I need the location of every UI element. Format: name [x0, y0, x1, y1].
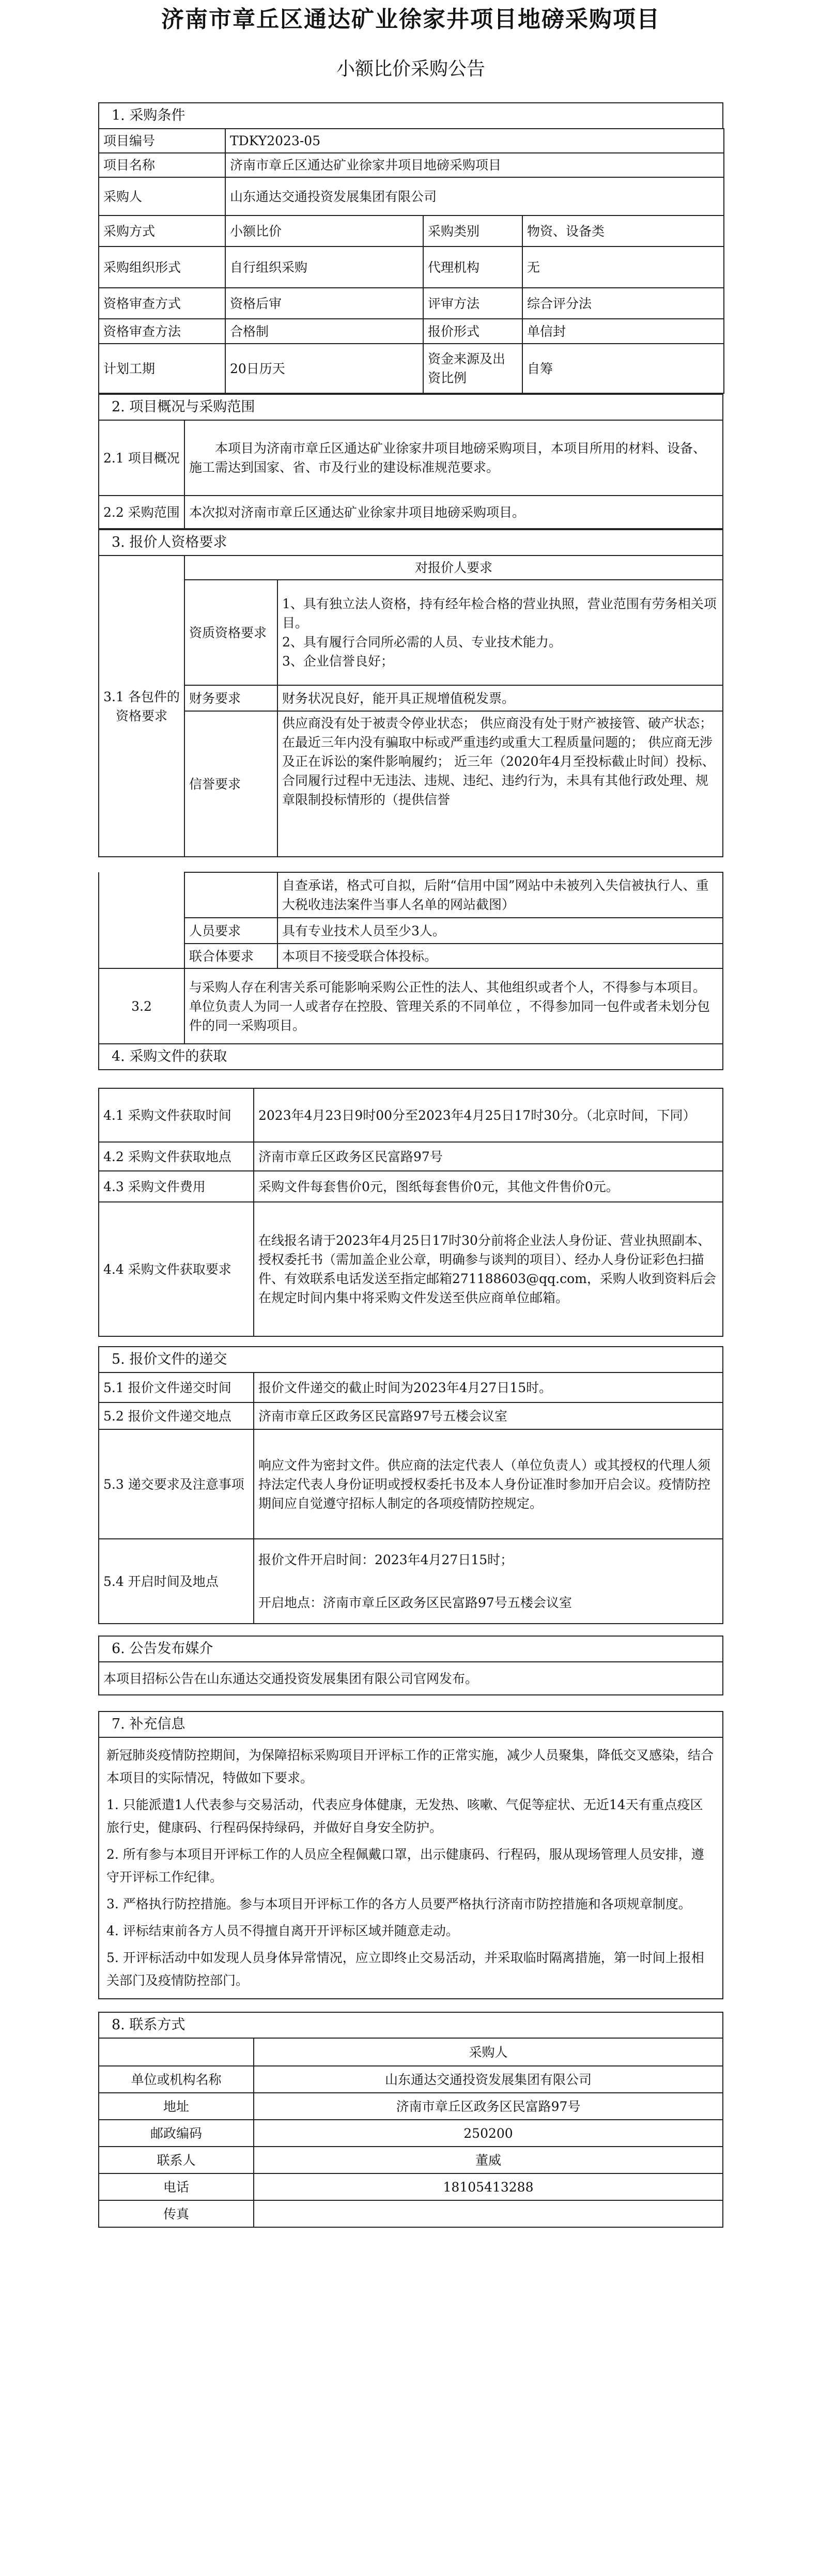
table-row	[99, 1662, 723, 1695]
open-place: 开启地点：济南市章丘区政务区民富路97号五楼会议室	[258, 1595, 572, 1610]
supplement-para: 2. 所有参与本项目开评标工作的人员应全程佩戴口罩，出示健康码、行程码，服从现场管理人员安排，遵守开评标工作纪律。	[106, 1847, 704, 1885]
section-4-heading: 4. 采购文件的获取	[98, 1043, 723, 1070]
table-row	[99, 2200, 723, 2227]
supplement-para: 新冠肺炎疫情防控期间，为保障招标采购项目开评标工作的正常实施，减少人员聚集，降低交叉感染，结合本项目的实际情况，特做如下要求。	[106, 1748, 714, 1785]
pair-value: 综合评分法	[522, 288, 724, 319]
section-6-table	[98, 1661, 723, 1695]
fin-label: 财务要求	[184, 685, 277, 711]
section-7-table	[98, 1737, 723, 1999]
row-value: 在线报名请于2023年4月25日17时30分前将企业法人身份证、营业执照副本、授权委托书（需加盖企业公章，明确参与谈判的项目）、经办人身份证彩色扫描件、有效联系电话发送至指定邮箱271188603@qq.com，采购人收到资料后会在规定时间内集中将采购文件发送至供应商单位邮箱。	[254, 1202, 723, 1336]
row-label: 2.1 项目概况	[99, 420, 184, 496]
qual-line: 1、具有独立法人资格，持有经年检合格的营业执照，营业范围有劳务相关项目。	[282, 596, 717, 630]
qual-line: 3、企业信誉良好；	[282, 654, 394, 669]
contact-label: 邮政编码	[99, 2120, 254, 2147]
row-label: 4.3 采购文件费用	[99, 1171, 254, 1202]
row-label: 项目编号	[99, 129, 225, 153]
section-3-table-cont	[98, 872, 723, 1044]
row-value: 本项目为济南市章丘区通达矿业徐家井项目地磅采购项目，本项目所用的材料、设备、施工需达到国家、省、市及行业的建设标准规范要求。	[184, 420, 723, 496]
contact-col-header: 采购人	[254, 2038, 723, 2066]
section-8-heading: 8. 联系方式	[98, 2012, 723, 2039]
pair-label: 报价形式	[423, 319, 522, 344]
pair-value: 无	[522, 246, 724, 288]
table-row	[99, 319, 724, 344]
pair-value: 合格制	[225, 319, 423, 344]
fin-value: 财务状况良好，能开具正规增值税发票。	[277, 685, 723, 711]
conflict-label: 3.2	[99, 968, 184, 1044]
row-label: 5.1 报价文件递交时间	[99, 1372, 254, 1402]
table-row	[99, 177, 724, 215]
supplement-para: 1. 只能派遣1人代表参与交易活动，代表应身体健康，无发热、咳嗽、气促等症状、无近14天有重点疫区旅行史，健康码、行程码保持绿码，并做好自身安全防护。	[106, 1797, 703, 1835]
qual-label: 资质资格要求	[184, 580, 277, 685]
row-value: TDKY2023-05	[225, 129, 724, 153]
section-2-table	[98, 420, 723, 529]
credit-cont-value: 自查承诺，格式可自拟，后附“信用中国”网站中未被列入失信被执行人、重大税收违法案件当事人名单的网站截图）	[277, 872, 723, 918]
supplement-para: 3. 严格执行防控措施。参与本项目开评标工作的各方人员要严格执行济南市防控措施和各项规章制度。	[106, 1896, 691, 1911]
pair-label: 采购组织形式	[99, 246, 225, 288]
row-value: 2023年4月23日9时00分至2023年4月25日17时30分。（北京时间，下同）	[254, 1088, 723, 1142]
table-row	[99, 1088, 723, 1142]
contact-value: 250200	[254, 2120, 723, 2147]
table-row	[99, 1402, 723, 1429]
contact-label: 联系人	[99, 2147, 254, 2173]
table-row	[99, 556, 723, 580]
table-row	[99, 872, 723, 918]
section-1-table	[98, 128, 724, 394]
pair-label: 计划工期	[99, 344, 225, 393]
row-value: 响应文件为密封文件。供应商的法定代表人（单位负责人）或其授权的代理人须持法定代表人身份证明或授权委托书及本人身份证准时参加开启会议。疫情防控期间应自觉遵守招标人制定的各项疫情防控规定。	[254, 1429, 723, 1539]
pair-label: 代理机构	[423, 246, 522, 288]
announcement-page	[98, 0, 723, 2228]
table-row	[99, 420, 723, 496]
section-7-heading: 7. 补充信息	[98, 1711, 723, 1738]
row-value: 济南市章丘区政务区民富路97号五楼会议室	[254, 1402, 723, 1429]
table-row	[99, 215, 724, 246]
section-6-heading: 6. 公告发布媒介	[98, 1636, 723, 1662]
table-row	[99, 246, 724, 288]
pair-label: 资格审查方式	[99, 288, 225, 319]
pair-label: 采购类别	[423, 215, 522, 246]
table-row	[99, 2147, 723, 2173]
qual-value	[277, 580, 723, 685]
table-row	[99, 1142, 723, 1171]
table-row	[99, 1202, 723, 1336]
row-label: 2.2 采购范围	[99, 496, 184, 529]
joint-value: 本项目不接受联合体投标。	[277, 944, 723, 968]
document-title: 济南市章丘区通达矿业徐家井项目地磅采购项目	[161, 6, 660, 33]
row-label: 采购人	[99, 177, 225, 215]
table-row	[99, 2173, 723, 2200]
table-row	[99, 711, 723, 857]
row-value	[254, 1539, 723, 1624]
section-1-heading: 1. 采购条件	[98, 102, 723, 129]
row-label: 4.1 采购文件获取时间	[99, 1088, 254, 1142]
pair-label: 采购方式	[99, 215, 225, 246]
contact-label: 单位或机构名称	[99, 2066, 254, 2093]
pair-value: 资格后审	[225, 288, 423, 319]
table-row	[99, 944, 723, 968]
section-4-table	[98, 1088, 723, 1337]
credit-value: 供应商没有处于被责令停业状态； 供应商没有处于财产被接管、破产状态； 在最近三年内没有骗取中标或严重违约或重大工程质量问题的； 供应商无涉及正在诉讼的案件影响履约； 近三年（2020年4月至投标截止时间）投标、合同履行过程中无违法、违规、违纪、违约行为，未具有其他行政处理、规章限制投标情形的（提供信誉	[277, 711, 723, 857]
row-value: 本次拟对济南市章丘区通达矿业徐家井项目地磅采购项目。	[184, 496, 723, 529]
table-row	[99, 2093, 723, 2120]
document-subtitle: 小额比价采购公告	[336, 58, 485, 80]
contact-value: 董威	[254, 2147, 723, 2173]
table-row	[99, 1171, 723, 1202]
contact-header-blank	[99, 2038, 254, 2066]
credit-cont-label	[184, 872, 277, 918]
table-row	[99, 2038, 723, 2066]
contact-label: 地址	[99, 2093, 254, 2120]
section-3-heading: 3. 报价人资格要求	[98, 529, 723, 556]
staff-label: 人员要求	[184, 918, 277, 944]
table-row	[99, 1737, 723, 1999]
row-value: 报价文件递交的截止时间为2023年4月27日15时。	[254, 1372, 723, 1402]
table-row	[99, 2066, 723, 2093]
table-row	[99, 685, 723, 711]
row-label: 5.4 开启时间及地点	[99, 1539, 254, 1624]
qual-group-cont	[99, 872, 184, 968]
contact-value: 山东通达交通投资发展集团有限公司	[254, 2066, 723, 2093]
section-5-table	[98, 1372, 723, 1624]
supplement-content	[99, 1737, 723, 1999]
table-row	[99, 2120, 723, 2147]
pair-value: 自行组织采购	[225, 246, 423, 288]
contact-value: 18105413288	[254, 2173, 723, 2200]
supplement-para: 5. 开评标活动中如发现人员身体异常情况，应立即终止交易活动，并采取临时隔离措施，第一时间上报相关部门及疫情防控部门。	[106, 1950, 704, 1988]
pair-value: 20日历天	[225, 344, 423, 393]
row-value: 采购文件每套售价0元，图纸每套售价0元，其他文件售价0元。	[254, 1171, 723, 1202]
contact-label: 传真	[99, 2200, 254, 2227]
row-label: 4.2 采购文件获取地点	[99, 1142, 254, 1171]
pair-label: 资格审查方法	[99, 319, 225, 344]
section-5-heading: 5. 报价文件的递交	[98, 1346, 723, 1373]
conflict-value: 与采购人存在利害关系可能影响采购公正性的法人、其他组织或者个人，不得参与本项目。单位负责人为同一人或者存在控股、管理关系的不同单位 ，不得参加同一包件或者未划分包件的同一采购项目。	[184, 968, 723, 1044]
table-row	[99, 344, 724, 393]
section-8-table	[98, 2038, 723, 2228]
qual-group-label: 3.1 各包件的资格要求	[99, 556, 184, 857]
contact-label: 电话	[99, 2173, 254, 2200]
row-label: 项目名称	[99, 153, 225, 177]
section-3-table	[98, 555, 723, 857]
pair-value: 自筹	[522, 344, 724, 393]
joint-label: 联合体要求	[184, 944, 277, 968]
pair-value: 小额比价	[225, 215, 423, 246]
qual-line: 2、具有履行合同所必需的人员、专业技术能力。	[282, 635, 562, 650]
table-row	[99, 1372, 723, 1402]
row-value: 济南市章丘区通达矿业徐家井项目地磅采购项目	[225, 153, 724, 177]
table-row	[99, 129, 724, 153]
table-row	[99, 918, 723, 944]
row-value: 济南市章丘区政务区民富路97号	[254, 1142, 723, 1171]
table-row	[99, 288, 724, 319]
supplement-para: 4. 评标结束前各方人员不得擅自离开开评标区域并随意走动。	[106, 1923, 459, 1938]
credit-label: 信誉要求	[184, 711, 277, 857]
contact-value: 济南市章丘区政务区民富路97号	[254, 2093, 723, 2120]
table-row	[99, 153, 724, 177]
row-label: 5.3 递交要求及注意事项	[99, 1429, 254, 1539]
pair-label: 资金来源及出资比例	[423, 344, 522, 393]
contact-value	[254, 2200, 723, 2227]
pair-label: 评审方法	[423, 288, 522, 319]
row-value: 山东通达交通投资发展集团有限公司	[225, 177, 724, 215]
section-2-heading: 2. 项目概况与采购范围	[98, 394, 723, 421]
pair-value: 单信封	[522, 319, 724, 344]
table-row	[99, 496, 723, 529]
staff-value: 具有专业技术人员至少3人。	[277, 918, 723, 944]
media-value: 本项目招标公告在山东通达交通投资发展集团有限公司官网发布。	[99, 1662, 723, 1695]
row-label: 4.4 采购文件获取要求	[99, 1202, 254, 1336]
pair-value: 物资、设备类	[522, 215, 724, 246]
table-row	[99, 1539, 723, 1624]
table-row	[99, 968, 723, 1044]
table-row	[99, 1429, 723, 1539]
table-row	[99, 580, 723, 685]
row-label: 5.2 报价文件递交地点	[99, 1402, 254, 1429]
open-time: 报价文件开启时间：2023年4月27日15时；	[258, 1552, 514, 1567]
req-header: 对报价人要求	[184, 556, 723, 580]
